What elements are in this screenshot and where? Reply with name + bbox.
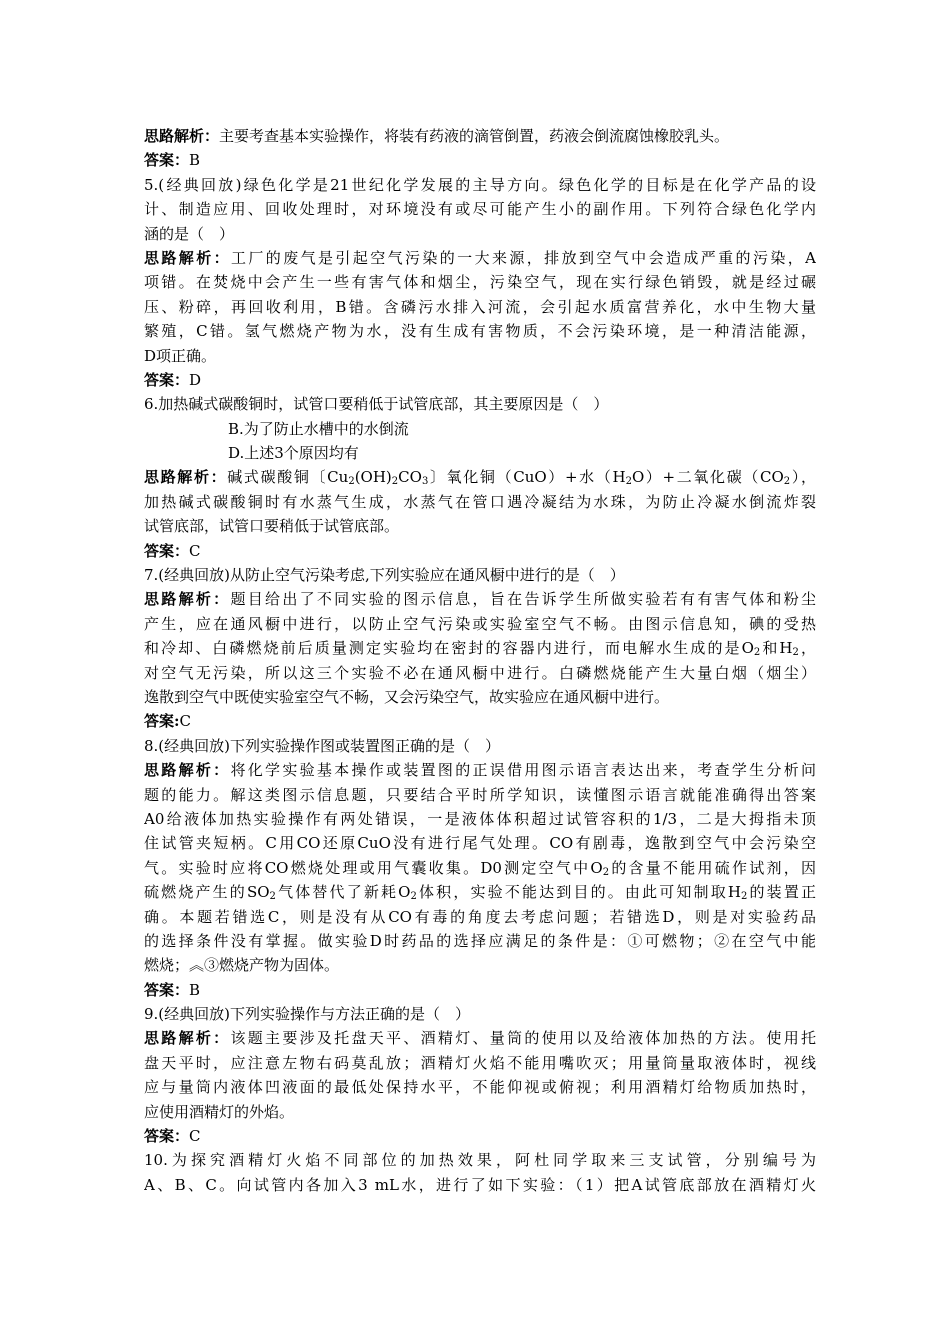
q9-analysis-line: 应与量筒内液体凹液面的最低处保持水平，不能仰视或俯视；利用酒精灯给物质加热时， — [144, 1078, 816, 1097]
q5-question-line: 涵的是（ ） — [144, 224, 235, 243]
q6-analysis-line — [144, 465, 816, 489]
analysis-text: 题目给出了不同实验的图示信息，旨在告诉学生所做实验若有有害气体和粉尘 — [230, 590, 816, 609]
subscript: 2 — [410, 891, 417, 903]
q5-analysis-line: 压、粉碎，再回收利用，B错。含磷污水排入河流，会引起水质富营养化，水中生物大量 — [144, 297, 816, 316]
analysis-text: 的装置正 — [747, 883, 816, 902]
analysis-text: 的含量不能用硫作试剂，因 — [609, 858, 816, 877]
subscript: 3 — [421, 476, 429, 488]
q9-analysis-line — [144, 1026, 816, 1050]
answer-label: 答案： — [144, 370, 190, 389]
analysis-text: 硫燃烧产生的SO — [144, 883, 270, 902]
q8-analysis-line: 的选择条件没有掌握。做实验D时药品的选择应满足的条件是：①可燃物；②在空气中能 — [144, 931, 816, 950]
analysis-text: 碱式碳酸铜〔Cu — [227, 468, 349, 487]
q8-analysis-line: 住试管夹短柄。C用CO还原CuO没有进行尾气处理。CO有剧毒，逸散到空气中会污染空 — [144, 834, 816, 853]
subscript: 2 — [391, 476, 399, 488]
q8-analysis-line — [144, 880, 816, 904]
analysis-label: 思路解析： — [144, 468, 228, 487]
analysis-text: 气体替代了新耗O — [275, 883, 411, 902]
answer-text: C — [189, 541, 201, 560]
analysis-text: CO — [398, 468, 422, 487]
q5-analysis-line: 繁殖，C错。氢气燃烧产物为水，没有生成有害物质，不会污染环境，是一种清洁能源， — [144, 322, 816, 341]
subscript: 2 — [269, 891, 276, 903]
q7-analysis-line: 逸散到空气中既使实验室空气不畅，又会污染空气，故实验应在通风橱中进行。 — [144, 687, 670, 706]
subscript: 2 — [783, 476, 791, 488]
analysis-text: 该题主要涉及托盘天平、酒精灯、量筒的使用以及给液体加热的方法。使用托 — [230, 1029, 816, 1048]
analysis-text: ， — [798, 639, 816, 658]
q5-analysis-line — [144, 246, 816, 270]
q8-question: 8.(经典回放)下列实验操作图或装置图正确的是（ ） — [144, 736, 501, 755]
answer-text: B — [189, 151, 201, 170]
q10-question-line: A、B、C。向试管内各加入3 mL水，进行了如下实验：（1）把A试管底部放在酒精灯火 — [144, 1175, 816, 1194]
document-page — [144, 124, 816, 1197]
answer-label: 答案: — [144, 712, 180, 731]
answer-label: 答案： — [144, 151, 190, 170]
subscript: 2 — [602, 866, 610, 878]
analysis-text: 主要考查基本实验操作，将装有药液的滴管倒置，药液会倒流腐蚀橡胶乳头。 — [219, 127, 730, 145]
q6-option-b: B.为了防止水槽中的水倒流 — [228, 419, 409, 438]
answer-label: 答案： — [144, 980, 190, 999]
q8-analysis-line — [144, 758, 816, 782]
subscript: 2 — [792, 647, 799, 659]
q7-analysis-line: 对空气无污染，所以这三个实验不必在通风橱中进行。白磷燃烧能产生大量白烟（烟尘） — [144, 663, 816, 682]
q7-analysis-line: 产生，应在通风橱中进行，以防止空气污染或实验室空气不畅。由图示信息知，碘的受热 — [144, 614, 816, 633]
analysis-text: 体积，实验不能达到目的。由此可知制取H — [416, 883, 741, 902]
analysis-text: O）+二氧化碳（CO — [631, 468, 784, 487]
answer-label: 答案： — [144, 541, 190, 560]
q4-answer — [144, 148, 816, 172]
q8-analysis-line: A0给液体加热实验操作有两处错误，一是液体体积超过试管容积的1/3，二是大拇指未顶 — [144, 809, 816, 828]
subscript: 2 — [348, 476, 355, 488]
q8-analysis-line: 确。本题若错选C，则是没有从CO有毒的角度去考虑问题；若错选D，则是对实验药品 — [144, 907, 816, 926]
q6-analysis-line: 试管底部，试管口要稍低于试管底部。 — [144, 517, 400, 536]
q9-answer — [144, 1124, 816, 1148]
q8-analysis-line: 燃烧；︽③燃烧产物为固体。 — [144, 956, 340, 975]
q5-answer — [144, 368, 816, 392]
analysis-text: ）， — [790, 468, 816, 487]
subscript: 2 — [740, 891, 748, 903]
q9-question: 9.(经典回放)下列实验操作与方法正确的是（ ） — [144, 1005, 471, 1024]
answer-text: C — [179, 712, 192, 731]
analysis-label: 思路解析： — [144, 248, 231, 267]
q7-answer — [144, 709, 816, 733]
q7-analysis-line — [144, 587, 816, 611]
answer-label: 答案： — [144, 1127, 190, 1146]
q8-answer — [144, 978, 816, 1002]
q6-analysis-line: 加热碱式碳酸铜时有水蒸气生成，水蒸气在管口遇冷凝结为水珠，为防止冷凝水倒流炸裂 — [144, 492, 816, 511]
analysis-text: 和H — [760, 639, 793, 658]
q6-question: 6.加热碱式碳酸铜时，试管口要稍低于试管底部，其主要原因是（ ） — [144, 395, 609, 414]
q4-analysis — [144, 124, 816, 148]
q7-question: 7.(经典回放)从防止空气污染考虑,下列实验应在通风橱中进行的是（ ） — [144, 566, 625, 585]
analysis-text: 〕氧化铜（CuO）+水（H — [428, 468, 626, 487]
answer-text: C — [189, 1127, 201, 1146]
q8-analysis-line — [144, 856, 816, 880]
q9-analysis-line: 应使用酒精灯的外焰。 — [144, 1102, 295, 1121]
analysis-text: (OH) — [354, 468, 392, 487]
q5-question-line: 计、制造应用、回收处理时，对环境没有或尽可能产生小的副作用。下列符合绿色化学内 — [144, 200, 816, 219]
q5-analysis-line: D项正确。 — [144, 346, 217, 365]
analysis-label: 思路解析： — [144, 761, 231, 780]
analysis-label: 思路解析： — [144, 1029, 231, 1048]
answer-text: D — [189, 370, 202, 389]
analysis-text: 和冷却、白磷燃烧前后质量测定实验均在密封的容器内进行，而电解水生成的是O — [144, 639, 754, 658]
q5-analysis-line: 项错。在焚烧中会产生一些有害气体和烟尘，污染空气，现在实行绿色销毁，就是经过碾 — [144, 273, 816, 292]
q5-question-line: 5.(经典回放)绿色化学是21世纪化学发展的主导方向。绿色化学的目标是在化学产品的设 — [144, 175, 816, 194]
subscript: 2 — [625, 476, 632, 488]
q6-option-d: D.上述3个原因均有 — [228, 444, 359, 463]
analysis-label: 思路解析： — [144, 590, 231, 609]
q8-analysis-line: 题的能力。解这类图示信息题，只要结合平时所学知识，读懂图示语言就能准确得出答案 — [144, 785, 816, 804]
q9-analysis-line: 盘天平时，应注意左物右码莫乱放；酒精灯火焰不能用嘴吹灭；用量筒量取液体时，视线 — [144, 1053, 816, 1072]
q10-question-line: 10.为探究酒精灯火焰不同部位的加热效果，阿杜同学取来三支试管，分别编号为 — [144, 1151, 816, 1170]
answer-text: B — [189, 980, 201, 999]
analysis-label: 思路解析： — [144, 127, 220, 145]
q7-analysis-line — [144, 636, 816, 660]
subscript: 2 — [753, 647, 761, 659]
q6-answer — [144, 539, 816, 563]
analysis-text: 工厂的废气是引起空气污染的一大来源，排放到空气中会造成严重的污染，A — [231, 248, 816, 267]
analysis-text: 将化学实验基本操作或装置图的正误借用图示语言表达出来，考查学生分析问 — [230, 761, 816, 780]
analysis-text: 气。实验时应将CO燃烧处理或用气囊收集。D0测定空气中O — [144, 858, 603, 877]
